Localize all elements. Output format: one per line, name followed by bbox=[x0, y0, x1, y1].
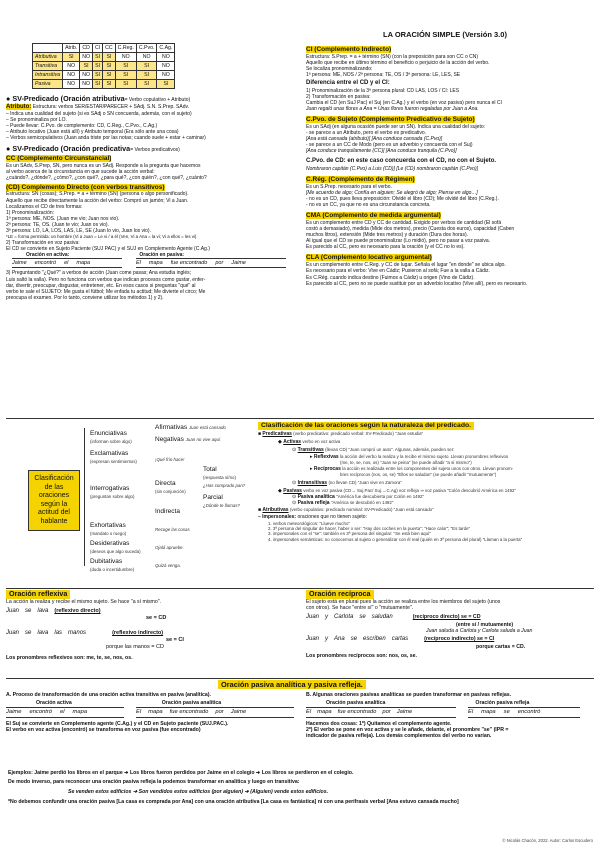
cd-line3: Localizamos el CD de tres formas: bbox=[6, 203, 83, 210]
diagram-word: por bbox=[215, 259, 224, 266]
table-cell: SI bbox=[115, 80, 136, 89]
passive-example1: Ejemplos: Jaime perdió los libros en el parque ➔ Los libros fueron perdidos por Jaime en el colegio ➔ Los libros se perdieron en el colegio. bbox=[8, 770, 354, 776]
attitude-item bbox=[90, 430, 132, 446]
passive-a-pas-label: Oración pasiva analítica bbox=[161, 700, 222, 707]
reciprocal-line2: con otros). Se hace "entre sí" o "mutuamente". bbox=[306, 605, 414, 612]
table-cell: NO bbox=[63, 62, 80, 71]
desiderativas-example: Ojalá apruebe. bbox=[155, 545, 184, 550]
exhortativas-example: Recoge las cosas bbox=[155, 527, 190, 532]
sv-atrib-head: ● SV-Predicado (Oración atributiva= Verbo copulativo + Atributo) bbox=[6, 94, 191, 103]
passive-a-line1: El Suj se convierte en Complemento agente (C.Ag.) y el CD en Sujeto paciente (SUJ.PAC.). bbox=[6, 720, 229, 727]
attitude-item-sub: (deseos que algo suceda) bbox=[90, 548, 141, 554]
cpvo-line4: - se parece a un CC de Modo (pero es un adverbio y concuerda con el Suj) bbox=[306, 142, 473, 149]
attitude-item-name: Exhortativas bbox=[90, 522, 126, 529]
dubitativas-example: Quizá venga. bbox=[155, 563, 181, 568]
ci-line2: Aquello que recibe en último término el beneficio o perjuicio de la acción del verbo. bbox=[306, 60, 490, 67]
passive-b-re-label: Oración pasiva refleja bbox=[475, 700, 530, 707]
creg-head: C.Rég. (Complemento de Régimen) bbox=[306, 175, 415, 183]
passive-a-line2: El verbo en voz activa (encontró) se transforma en voz pasiva (fue encontrado) bbox=[6, 727, 201, 734]
cc-line2: al verbo acerca de la circunstancia en que sucede la acción verbal: bbox=[6, 169, 155, 176]
creg-line4: - no es un CC, ya que no es una circunstancia concreta. bbox=[306, 201, 431, 208]
reciprocal-note3: Juan saluda a Carlota y Carlota saluda a Juan bbox=[426, 628, 533, 635]
ci-head: CI (Complemento Indirecto) bbox=[306, 46, 392, 53]
diagram-word: por bbox=[215, 708, 224, 715]
diagram-word: El bbox=[136, 708, 142, 715]
cd-line7: 3ª persona: LO, LA, LOS, LAS, LE, SE (Juan lo vio, Juan los vio). bbox=[6, 228, 151, 235]
reflexive-note1: se = CD bbox=[146, 615, 167, 622]
activas-row: ◆ Activas verbo en voz activa bbox=[278, 439, 341, 446]
table-cell: NO bbox=[80, 53, 93, 62]
creg-line2: [Me acuerdo de algo; Confía en alguien; Se alegró de algo; Piense en algo…] bbox=[306, 189, 478, 196]
attitude-bracket bbox=[84, 428, 85, 566]
diagram-word: mapa bbox=[72, 708, 88, 715]
passive-example2: De modo inverso, para reconocer una oración pasiva refleja la podemos transformar en analítica y luego en transitiva: bbox=[8, 779, 300, 786]
passive-label: Oración en pasiva: bbox=[139, 251, 185, 258]
table-cell: SI bbox=[103, 80, 116, 89]
diagram-word: por bbox=[382, 708, 391, 715]
passive-a-passive-diagram bbox=[136, 707, 294, 718]
table-cell: SI bbox=[136, 71, 157, 80]
impersonales-2: 2. 3ª persona del singular de hacer, haber o ser: "Hay dos coches en la puerta"; "Hace calor"; "Es tarde" bbox=[268, 525, 471, 531]
creg-line1: Es un S.Prep. necesario para el verbo. bbox=[306, 183, 392, 190]
impersonales-row: – Impersonales: oraciones que no tienen sujeto: bbox=[258, 514, 367, 521]
cpvoc-head: C.Pvo. de CD: en este caso concuerda con el CD, no con el Sujeto. bbox=[306, 158, 497, 165]
table-cell: NO bbox=[157, 62, 175, 71]
intransitivas-row: ⊙ Intransitivas (no llevan CD) "Juan vive en Zamora" bbox=[292, 479, 402, 486]
table-cell: NO bbox=[136, 53, 157, 62]
passive-a-active-diagram bbox=[6, 707, 124, 718]
diagram-word: fue encontrado bbox=[169, 708, 209, 715]
table-cell: SI bbox=[92, 80, 102, 89]
diagram-word: El bbox=[468, 708, 474, 715]
sv-atrib-line1: Atributo: Estructura: verbos SER/ESTAR/PARECER + SAdj. S.N. S.Prep. SAdv. bbox=[6, 103, 190, 110]
table-cell: SI bbox=[115, 62, 136, 71]
attitude-item-sub: (preguntan sobre algo) bbox=[90, 493, 135, 499]
table-cell: SI bbox=[103, 71, 116, 80]
cla-head: CLA (Complemento locativo argumental) bbox=[306, 254, 432, 262]
dif-line3: Cambia el CD (en SuJ Pac) el Suj (en C.Ag.) y el verbo (en voz pasiva) pero nunca el CI bbox=[306, 99, 502, 106]
attitude-item-sub: (duda o incertidumbre) bbox=[90, 566, 135, 572]
reciprocal-example2: Juan y Ana se escriben cartas (recíproco indirecto) se = CI bbox=[306, 636, 495, 643]
table-row-label: Intransitiva bbox=[33, 71, 63, 80]
ci-line4: 1ª persona: ME, NOS / 2ª persona: TE, OS / 3ª persona: LE, LES, SE bbox=[306, 72, 461, 79]
diagram-word: Jaime bbox=[396, 708, 413, 715]
cma-line3: muchos litros), extensión (Mide tres metros) y duración (Dura dos horas). bbox=[306, 232, 469, 239]
impersonales-1: 1. verbos meteorológicos: "Llueve mucho" bbox=[268, 520, 350, 526]
reflexive-foot: Los pronombres reflexivos son: me, te, se, nos, os. bbox=[6, 654, 133, 661]
table-cell: NO bbox=[63, 80, 80, 89]
active-label: Oración en activa: bbox=[26, 251, 70, 258]
impersonales-4: 4. impersonales semánticas: no conocemos al sujeto o generalizar con él real (quién en 3ª persona del plural) "Llaman a la puerta" bbox=[268, 536, 523, 542]
diagram-word: mapa bbox=[148, 259, 163, 266]
divider-pasiva bbox=[6, 678, 594, 679]
parcial-label: Parcial ¿Dónde te llamas? bbox=[203, 494, 240, 508]
attitude-item-name: Enunciativas bbox=[90, 430, 127, 437]
attitude-item-name: Exclamativas bbox=[90, 450, 129, 457]
attitude-item bbox=[90, 450, 137, 466]
sv-atrib-line6: – Verbos semicopulativos (Juan anda triste por las notas; cuando suele + estar + caminar) bbox=[6, 135, 206, 142]
impersonales-3: 3. impersonales con el "se": también en 3ª persona del singular: "Se está bien aquí" bbox=[268, 531, 431, 537]
table-cell: NO bbox=[115, 53, 136, 62]
diagram-word: encontró bbox=[29, 708, 53, 715]
attitude-item bbox=[90, 540, 141, 556]
cla-line3: Es C.Rég. cuando indica destino (Fuimos a Cádiz) u origen (Vino de Cádiz). bbox=[306, 274, 475, 281]
reciprocal-block bbox=[306, 590, 594, 659]
diagram-word: fue encontrado bbox=[170, 259, 208, 266]
attitude-item-name: Dubitativas bbox=[90, 558, 123, 565]
cc-line1: Es un SAdv, S.Prep, SN, pero nunca es un SAdj. Responde a la pregunta que hacemos bbox=[6, 163, 201, 170]
cd-line15: preocupa el examen. Por lo tanto, conviene utilizar los métodos 1) y 2). bbox=[6, 294, 164, 301]
table-cell: SI bbox=[80, 62, 93, 71]
category-table-grid bbox=[32, 43, 175, 89]
sv-atrib-line4: – Puede llevar: C.Pvo. de complemento: CD, C.Reg., C.Pvo., C.Ag.) bbox=[6, 123, 158, 130]
sv-atrib-line2: – Indica una cualidad del sujeto (si es SAdj o SN concuerda, además, con el sujeto) bbox=[6, 111, 192, 118]
credit: © Nicolás Chacón, 2022. Autor: Carlos Escudero bbox=[502, 838, 593, 843]
diagram-word: El bbox=[306, 708, 312, 715]
passive-a-head: A. Proceso de transformación de una oración activa transitiva en pasiva (analítica). bbox=[6, 692, 211, 698]
table-cell: NO bbox=[63, 71, 80, 80]
table-row bbox=[33, 62, 175, 71]
passive-b-diagram bbox=[306, 707, 594, 718]
creg-line3: - no es un CD, pues lleva preposición: Olvidé el libro (CD); Me olvidé del libro (C.Reg.). bbox=[306, 195, 499, 202]
nature-head: Clasificación de las oraciones según la naturaleza del predicado. bbox=[258, 422, 474, 430]
active-diagram bbox=[12, 258, 122, 269]
table-header: C.Pvo. bbox=[136, 44, 157, 53]
table-cell: SI bbox=[115, 71, 136, 80]
diagram-word: Jaime bbox=[231, 259, 246, 266]
attitude-item-name: Desiderativas bbox=[90, 540, 130, 547]
passive-diagram bbox=[136, 258, 286, 269]
cpvo-line1: Es un SAdj (en alguna ocasión puede ser un SN). Indica una cualidad del sujeto: bbox=[306, 123, 486, 130]
reflexive-example1: Juan se lava (reflexivo directo) bbox=[6, 608, 101, 615]
table-row bbox=[33, 71, 175, 80]
cma-head: CMA (Complemento de medida argumental) bbox=[306, 212, 441, 220]
cla-line1: Es un complemento entre C.Reg. y CC de lugar. Señala el lugar "en donde" se ubica algo. bbox=[306, 262, 506, 269]
cc-line3: ¿cuándo?, ¿dónde?, ¿cómo?, ¿con qué?, ¿para qué?, ¿con quién?, ¿con qué?, ¿cuánto? bbox=[6, 175, 207, 182]
reciprocal-head: Oración recíproca bbox=[306, 590, 374, 599]
total-label: Total (respuesta sí/no) ¿Has comprado pan? bbox=[203, 466, 246, 488]
table-header: Atrib. bbox=[63, 44, 80, 53]
pasivas-row: ◆ Pasivas verbo en voz pasiva (CD→ Suj.Pac/ Suj.→C.Ag) voz refleja ⇒ voz pasiva "Colón descubrió América en 1492" bbox=[278, 488, 517, 495]
cma-line2: costó a demasiado), medida (Mide dos metros), precio (Cuesta dos euros), capacidad (Caben bbox=[306, 226, 515, 233]
predicativas-row: ■ Predicativas (verbo predicativo: predicado verbal: SV-Predicado) "Juan estudia" bbox=[258, 431, 424, 438]
attitude-item bbox=[90, 558, 134, 574]
cla-line2: Es necesario para el verbo: Vive en Cádiz; Pusieron al sofá; Fue a la valla a Cádiz. bbox=[306, 268, 490, 275]
dif-line2: 2) Transformación en pasiva: bbox=[306, 93, 371, 100]
cd-line6: 2ª persona: TE, OS. (Juan te vio; Juan os vio). bbox=[6, 221, 109, 228]
table-cell: SI bbox=[63, 53, 80, 62]
reflexivas-row: ▸ Reflexivas la acción del verbo la realiza y la recibe el mismo sujeto. Llevan pronombres reflexivos (me, te, se, nos, os) "Juan se peina" (se puede añadir "a sí mismo") bbox=[310, 453, 509, 465]
dif-line4: Juan regaló unas flores a Ana = Unas flores fueron regaladas por Juan a Ana. bbox=[306, 105, 479, 112]
table-row bbox=[33, 80, 175, 89]
cla-line4: Es parecido al CC, pero no se puede sustituir por un adverbio locativo (Vive allí), pero es necesario. bbox=[306, 280, 528, 287]
afirmativas-label: Afirmativas Juan está cansado bbox=[155, 424, 226, 431]
diagram-word: el bbox=[60, 708, 65, 715]
cd-line2: Aquello que recibe directamente la acción del verbo: Compró un jamón; Vi a Juan. bbox=[6, 197, 189, 204]
table-cell: NO bbox=[80, 80, 93, 89]
voice-diagram bbox=[12, 258, 302, 269]
cpvo-line2: - se parece a un Atributo, pero el verbo es predicativo. bbox=[306, 130, 427, 136]
transitivas-row: ⊙ Transitivas (llevan CD) "Juan compró un auto". Algunas, además, pueden ser: bbox=[292, 447, 455, 454]
reflexive-head: Oración reflexiva bbox=[6, 590, 70, 599]
diagram-word: el bbox=[64, 259, 69, 266]
table-row-label: Pasiva bbox=[33, 80, 63, 89]
reflexive-note3: porque las manos = CD bbox=[106, 644, 164, 651]
attitude-item-name: Interrogativas bbox=[90, 485, 130, 492]
sv-atrib-line3: – Se pronominaliza por LO. bbox=[6, 117, 67, 124]
diagram-word: mapa bbox=[76, 259, 91, 266]
cma-line4: Al igual que el CD se puede pronominalizar (Lo midió), pero no pasar a voz pasiva. bbox=[306, 238, 490, 245]
cd-line9: 2) Transformación en voz pasiva: bbox=[6, 239, 80, 246]
cd-line10: El CD se convierte en Sujeto Paciente (SUJ PAC) y el SUJ en Complemento Agente (C.Ag.) bbox=[6, 245, 210, 252]
sv-atrib-line5: – Atributo locativo (Juan está allí) y Atributo temporal (Era sólo ante una cosa) bbox=[6, 129, 179, 136]
reflexive-note2: se = CI bbox=[166, 637, 184, 644]
diagram-word: encontró bbox=[34, 259, 57, 266]
passive-b-an-label: Oración pasiva analítica bbox=[326, 700, 386, 707]
passive-b-line2: 2º) El verbo se pone en voz activa y se le añade, delante, el pronombre "se" (IPR = bbox=[306, 727, 509, 734]
table-row-label: Transitiva bbox=[33, 62, 63, 71]
cpvo-line3: [Ana está cansada (atributo)] [Ana conduce cansada (C.Pvo)] bbox=[306, 136, 443, 143]
table-cell: SI bbox=[92, 71, 102, 80]
cd-line11: 3) Preguntando "¿Qué?" a verbos de acción (Juan come pasas; Ana estudia inglés; bbox=[6, 270, 192, 277]
table-cell: NO bbox=[157, 53, 175, 62]
diagram-word: se bbox=[503, 708, 510, 715]
divider-mid bbox=[6, 418, 594, 419]
attitude-box: Clasificación de las oraciones según la actitud del hablante bbox=[28, 470, 80, 531]
cd-line13: dar, divertir, preocupar, disgustar, entretener, etc. En esos casos si preguntas "qué" al bbox=[6, 282, 196, 289]
diagram-word: Jaime bbox=[12, 259, 27, 266]
passive-b-reflexive-diagram bbox=[468, 707, 580, 718]
nature-block bbox=[258, 422, 596, 542]
passive-b-head: B. Algunas oraciones pasivas analíticas se pueden transformar en pasivas reflejas. bbox=[306, 692, 512, 698]
dif-line1: 1) Pronominalización de la 3ª persona plural: CD LAS, LOS / CI: LES bbox=[306, 87, 460, 94]
attitude-item bbox=[90, 522, 126, 538]
passive-b-block bbox=[306, 692, 594, 740]
table-cell: SI bbox=[136, 62, 157, 71]
cpvoc-line1: Nombraron capitán (C.Pvo) a Luis (CD)] [Le (CD) nombraron capitán (C.Pvo)] bbox=[306, 165, 479, 172]
ci-line1: Estructura: S.Prep. = a + término (SN) (con la preposición para son CC o CN) bbox=[306, 53, 479, 60]
reciprocas-row: ▸ Recíprocas la acción es realizada entre los componentes del sujeto unos con otros. Llevan pronom- bres recíprocos (nos, os, se) "Ellos se saludan" (se puede añadir "mutuamente") bbox=[310, 465, 514, 477]
diagram-word: mapa bbox=[481, 708, 496, 715]
diagram-word: Jaime bbox=[6, 708, 22, 715]
cd-line4: 1) Pronominalización: bbox=[6, 209, 55, 216]
dif-head: Diferencia entre el CD y el CI: bbox=[306, 80, 390, 87]
directa-label: Directa (sin conjunción) bbox=[155, 480, 186, 494]
table-row bbox=[33, 53, 175, 62]
cd-line12: Luis saltó la valla). Pero no funciona con verbos que indican procesos como gustar, enfer- bbox=[6, 276, 206, 283]
divider-refl bbox=[6, 588, 594, 589]
attitude-item-sub: (informan sobre algo) bbox=[90, 438, 132, 444]
passive-example4: *No debemos confundir una oración pasiva [La casa es comprada por Ana] con una oración atributiva [La casa es fantástica] ni con una perífrasis verbal [Ana estuvo cansada mucho] bbox=[8, 799, 459, 806]
cpvo-head: C.Pvo. de Sujeto (Complemento Predicativo de Sujeto) bbox=[306, 115, 475, 123]
cd-line14: verbo te sale el SUJETO: Me gusta el fútbol; Me enfada tu actitud; Me divierte el circo; Me bbox=[6, 288, 206, 295]
reflexive-line1: La acción la realiza y recibe el mismo sujeto. Se hace "a sí mismo". bbox=[6, 598, 162, 605]
table-cell: SI bbox=[92, 53, 102, 62]
table-header: CD bbox=[80, 44, 93, 53]
reflexive-block bbox=[6, 590, 298, 661]
passive-examples bbox=[8, 770, 594, 805]
cd-line8: *LE = forma permitida: un hombre (Vi a Juan = Le vi / a él (Ven, Vi a Ana = la vi; Vi a ellos = les vi) bbox=[6, 234, 197, 240]
table-corner bbox=[33, 44, 63, 53]
passive-b-line1: Hacemos dos cosas: 1º) Quitamos el complemento agente. bbox=[306, 720, 452, 727]
cpvo-line5: [Ana conduce tranquilamente (CC)] [Ana conduce tranquila (C.Pvo)] bbox=[306, 148, 457, 155]
diagram-word: mapa bbox=[317, 708, 332, 715]
indirecta-label: Indirecta bbox=[155, 508, 180, 515]
passive-example3: Se venden estos edificios ➔ Son vendidos estos edificios (por alguien) ➔ (Alguien) vende estos edificios. bbox=[68, 788, 329, 795]
cma-line5: Es parecido al CC, pero es necesario para la oración (y el CC no lo es). bbox=[306, 244, 465, 251]
diagram-word: fue encontrado bbox=[337, 708, 377, 715]
negativas-label: Negativas Juan no vive aquí bbox=[155, 436, 221, 443]
sv-pred-head: ● SV-Predicado (Oración predicativa= Verbos predicativos) bbox=[6, 143, 180, 153]
passive-head: Oración pasiva analítica y pasiva refleja. bbox=[218, 680, 366, 689]
reciprocal-line1: El sujeto está en plural pues la acción se realiza entre los miembros del sujeto (unos bbox=[306, 598, 501, 605]
diagram-word: mapa bbox=[148, 708, 163, 715]
table-cell: SI bbox=[103, 53, 116, 62]
passive-a-act-label: Oración activa bbox=[36, 700, 72, 707]
right-column bbox=[306, 44, 594, 287]
passive-b-analytic-diagram bbox=[306, 707, 456, 718]
table-cell: SI bbox=[92, 62, 102, 71]
atributivas-row: ■ Atributivas (verbo copulativo: predicado nominal: SV-Predicado) "Juan está cansado" bbox=[258, 507, 434, 514]
reciprocal-foot: Los pronombres recíprocos son: nos, os, se. bbox=[306, 653, 417, 660]
cd-head: (CD) Complemento Directo (con verbos transitivos) bbox=[6, 183, 165, 191]
diagram-word: Jaime bbox=[230, 708, 247, 715]
attitude-item bbox=[90, 485, 134, 501]
table-cell: NO bbox=[80, 71, 93, 80]
reflexive-example2: Juan se lava las manos (reflexivo indirecto) bbox=[6, 630, 164, 637]
table-header: CI bbox=[92, 44, 102, 53]
table-header: C.Reg. bbox=[115, 44, 136, 53]
table-row-label: Atributiva bbox=[33, 53, 63, 62]
passive-b-line3: indicador de pasiva refleja). Los demás complementos del verbo no varían. bbox=[306, 733, 492, 740]
table-cell: SI bbox=[136, 80, 157, 89]
table-header: C.Ag. bbox=[157, 44, 175, 53]
diagram-word: El bbox=[136, 259, 141, 266]
attitude-item-sub: (expresan sentimientos) bbox=[90, 458, 137, 464]
cma-line1: Es un complemento entre CD y CC de cantidad. Exigido por verbos de cantidad (El sofá bbox=[306, 220, 502, 226]
left-column bbox=[6, 95, 302, 301]
table-header: CC bbox=[103, 44, 116, 53]
ci-line3: Se localiza pronominalizando: bbox=[306, 66, 373, 73]
pasiva-refleja-row: ⊙ Pasiva refleja "América se descubrió en 1492" bbox=[292, 500, 394, 507]
diagram-word: encontró bbox=[517, 708, 541, 715]
table-cell: NO bbox=[157, 71, 175, 80]
cd-line1: Estructura: SN (cosas); S.Prep. = a + término (SN) (persona o algo personificado). bbox=[6, 191, 189, 198]
table-cell: SI bbox=[103, 62, 116, 71]
cc-head: CC (Complemento Circunstancial) bbox=[6, 155, 112, 163]
pasiva-analitica-row: ⊙ Pasiva analítica "América fue descubierta por Colón en 1492" bbox=[292, 494, 425, 501]
reciprocal-note2: (entre sí / mutuamente) bbox=[456, 621, 514, 628]
page-title: LA ORACIÓN SIMPLE (Versión 3.0) bbox=[383, 30, 507, 39]
category-table bbox=[32, 43, 175, 89]
cd-line5: 1ª persona: ME, NOS. (Juan me vio; Juan nos vio). bbox=[6, 215, 120, 222]
passive-a-block bbox=[6, 692, 298, 733]
reciprocal-note4: porque cartas = CD. bbox=[476, 643, 526, 650]
table-cell: SI bbox=[157, 80, 175, 89]
exclamativas-example: ¡Qué frío hace! bbox=[155, 457, 185, 462]
passive-a-diagram bbox=[6, 707, 298, 718]
attitude-item-sub: (mandato o ruego) bbox=[90, 530, 127, 536]
reciprocal-example1: Juan y Carlota se saludan (recíproco directo) se = CD bbox=[306, 614, 481, 621]
